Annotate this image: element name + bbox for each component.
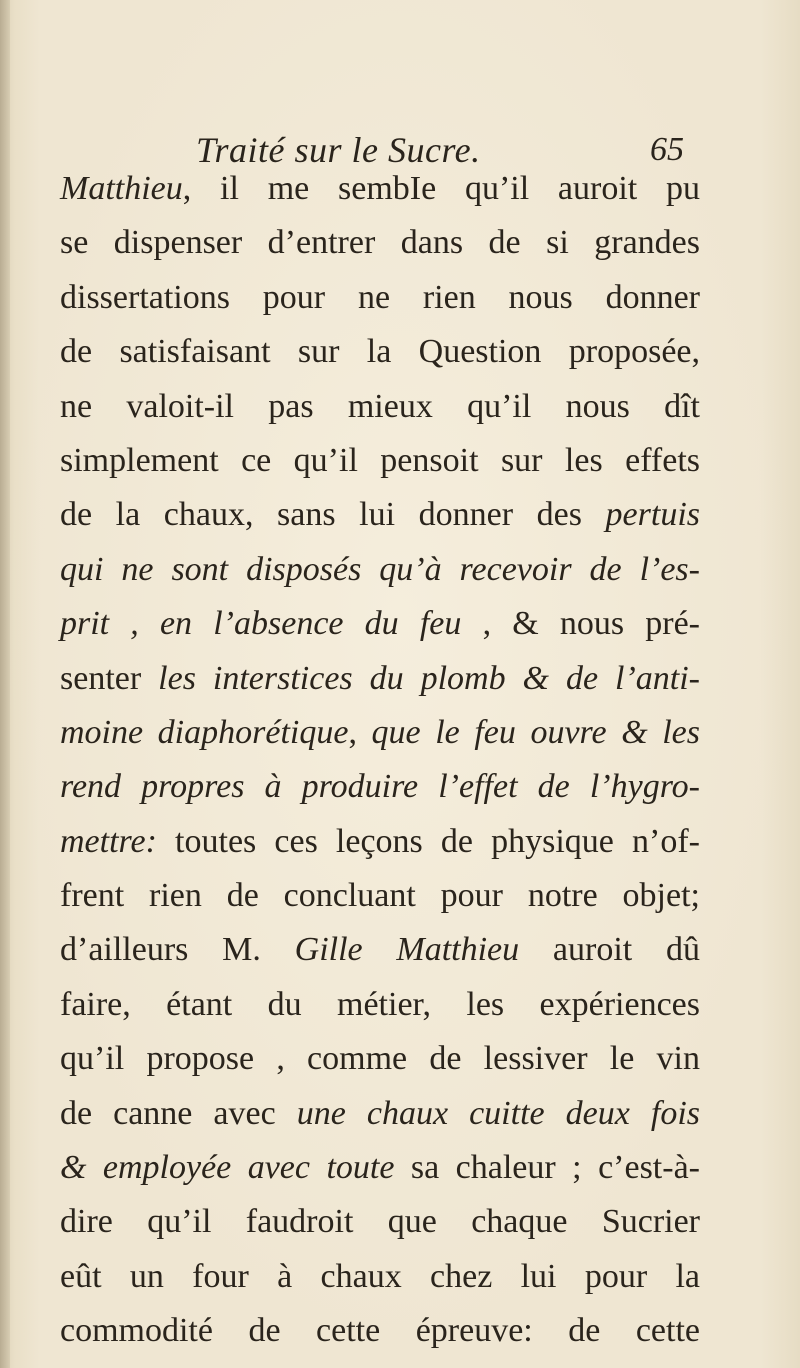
- text-segment: qu’il propose , comme de lessiver le vin: [60, 1040, 700, 1078]
- text-line: [60, 1141, 700, 1195]
- text-line: [60, 434, 700, 488]
- text-segment: sa chaleur ; c’est-à-: [394, 1149, 700, 1187]
- text-segment: frent rien de concluant pour notre objet;: [60, 877, 700, 915]
- italic-text: les interstices du plomb & de l’anti-: [158, 659, 700, 697]
- text-segment: , & nous pré-: [461, 605, 700, 643]
- text-segment: de canne avec: [60, 1094, 297, 1132]
- text-line: [60, 978, 700, 1032]
- text-segment: faire, étant du métier, les expériences: [60, 985, 700, 1023]
- italic-text: rend propres à produire l’effet de l’hygro-: [60, 768, 700, 806]
- text-line: [60, 543, 700, 597]
- text-line: [60, 815, 700, 869]
- text-line: [60, 706, 700, 760]
- page-gutter: [0, 0, 10, 1368]
- text-segment: dissertations pour ne rien nous donner: [60, 278, 700, 316]
- text-segment: , il me sembIe qu’il auroit pu: [182, 170, 700, 207]
- italic-text: moine diaphorétique: [60, 713, 349, 751]
- text-line: [60, 271, 700, 325]
- text-segment: ,: [348, 713, 372, 751]
- text-segment: de la chaux, sans lui donner des: [60, 496, 606, 534]
- text-line: [60, 869, 700, 923]
- page-number: 65: [650, 131, 684, 168]
- text-line: [60, 488, 700, 542]
- text-line: [60, 1250, 700, 1304]
- text-line: [60, 760, 700, 814]
- text-segment: commodité de cette épreuve: de cette: [60, 1312, 700, 1350]
- text-segment: eût un four à chaux chez lui pour la: [60, 1257, 700, 1295]
- text-line: [60, 1032, 700, 1086]
- italic-text: & employée avec toute: [60, 1149, 395, 1187]
- text-line: [60, 216, 700, 270]
- text-line: [60, 325, 700, 379]
- italic-text: qui ne sont disposés qu’à recevoir de l’es-: [60, 550, 700, 588]
- text-segment: se dispenser d’entrer dans de si grandes: [60, 224, 700, 262]
- running-title: Traité sur le Sucre.: [196, 130, 481, 170]
- text-segment: auroit dû: [519, 931, 700, 969]
- text-line: [60, 162, 700, 216]
- text-segment: de satisfaisant sur la Question proposée,: [60, 333, 700, 371]
- italic-text: une chaux cuitte deux fois: [296, 1094, 700, 1132]
- text-segment: dire qu’il faudroit que chaque Sucrier: [60, 1203, 700, 1241]
- text-segment: toutes ces leçons de physique n’of-: [156, 822, 700, 860]
- text-segment: simplement ce qu’il pensoit sur les effets: [60, 441, 700, 479]
- text-line: [60, 1087, 700, 1141]
- text-segment: ne valoit-il pas mieux qu’il nous dît: [60, 387, 700, 425]
- text-line: [60, 652, 700, 706]
- text-line: [60, 380, 700, 434]
- text-line: [60, 597, 700, 651]
- body-text: [60, 162, 700, 1359]
- italic-text: que le feu ouvre & les: [371, 713, 701, 751]
- text-line: [60, 1195, 700, 1249]
- text-segment: senter: [60, 659, 159, 697]
- text-line: [60, 923, 700, 977]
- italic-text: Gille Matthieu: [294, 931, 520, 969]
- italic-text: Matthieu: [60, 170, 183, 207]
- text-segment: d’ailleurs M.: [60, 931, 295, 969]
- italic-text: pertuis: [605, 496, 700, 534]
- italic-text: mettre:: [60, 822, 157, 860]
- italic-text: prit , en l’absence du feu: [60, 605, 462, 643]
- text-line: [60, 1304, 700, 1358]
